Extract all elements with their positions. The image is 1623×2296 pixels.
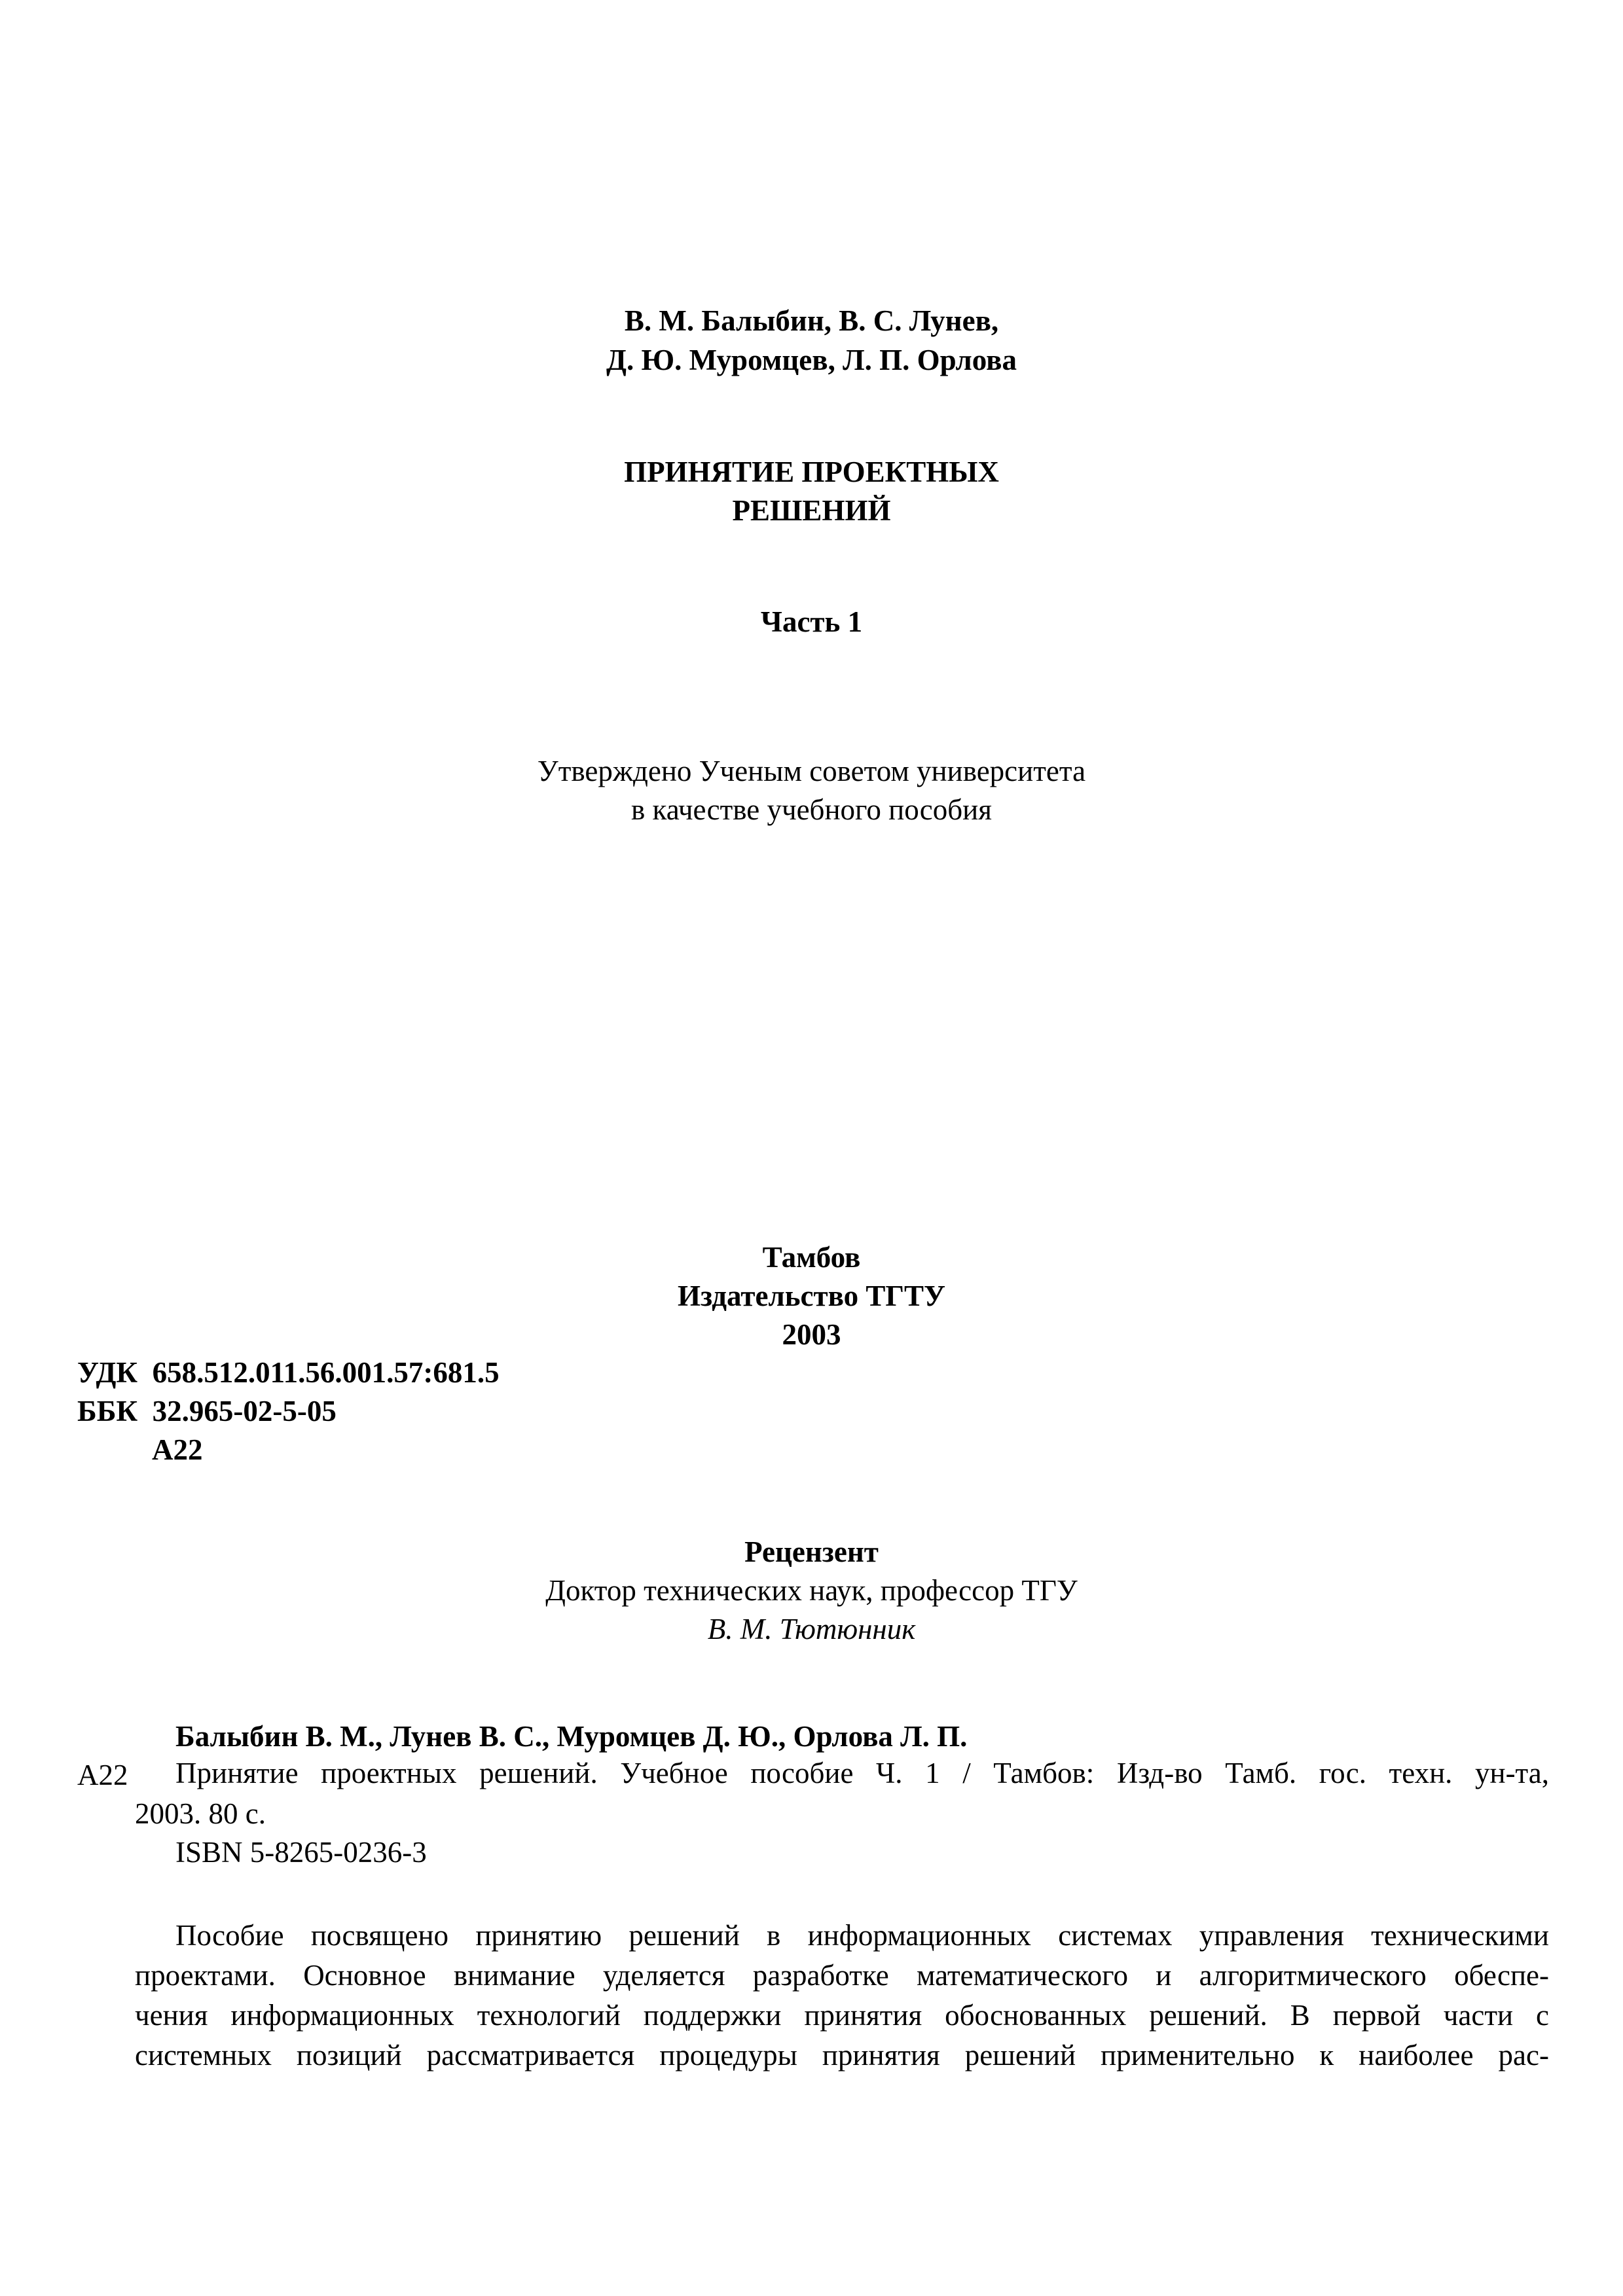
- book-title-line-2: РЕШЕНИЙ: [732, 494, 891, 527]
- abstract-line-1: Пособие посвящено принятию решений в информационных системах управления техническими: [175, 1919, 1549, 1952]
- part-label: Часть 1: [760, 605, 863, 638]
- authors-line-2: Д. Ю. Муромцев, Л. П. Орлова: [606, 344, 1017, 376]
- citation-mark: А22: [77, 1759, 128, 1791]
- abstract-paragraph: [135, 1916, 1549, 2075]
- reviewer-heading: Рецензент: [744, 1535, 879, 1568]
- author-mark: А22: [152, 1433, 203, 1466]
- udk-code: УДК 658.512.011.56.001.57:681.5: [77, 1356, 500, 1389]
- reviewer-name: В. М. Тютюнник: [707, 1613, 916, 1645]
- abstract-line-2: проектами. Основное внимание уделяется разработке математического и алгоритмического обеспе-: [135, 1959, 1549, 1992]
- citation-text-line: Принятие проектных решений. Учебное пособие Ч. 1 / Тамбов: Изд-во Тамб. гос. техн. ун-та,: [175, 1757, 1549, 1789]
- book-title-line-1: ПРИНЯТИЕ ПРОЕКТНЫХ: [624, 456, 999, 488]
- citation-line-2: 2003. 80 с.: [135, 1797, 266, 1830]
- approval-line-1: Утверждено Ученым советом университета: [537, 755, 1086, 787]
- publication-year: 2003: [782, 1318, 841, 1351]
- authors-line-1: В. М. Балыбин, В. С. Лунев,: [624, 304, 999, 337]
- abstract-line-4: системных позиций рассматривается процедуры принятия решений применительно к наиболее рас-: [135, 2039, 1549, 2072]
- citation-authors: Балыбин В. М., Лунев В. С., Муромцев Д. Ю., Орлова Л. П.: [175, 1720, 968, 1753]
- publication-city: Тамбов: [762, 1241, 861, 1274]
- citation-line-1: [175, 1753, 1549, 1793]
- publisher-name: Издательство ТГТУ: [678, 1280, 945, 1312]
- approval-line-2: в качестве учебного пособия: [631, 793, 992, 826]
- bbk-code: ББК 32.965-02-5-05: [77, 1395, 337, 1427]
- citation-isbn: ISBN 5-8265-0236-3: [175, 1836, 427, 1869]
- abstract-line-3: чения информационных технологий поддержки принятия обоснованных решений. В первой части с: [135, 1999, 1549, 2032]
- reviewer-position: Доктор технических наук, профессор ТГУ: [545, 1574, 1078, 1607]
